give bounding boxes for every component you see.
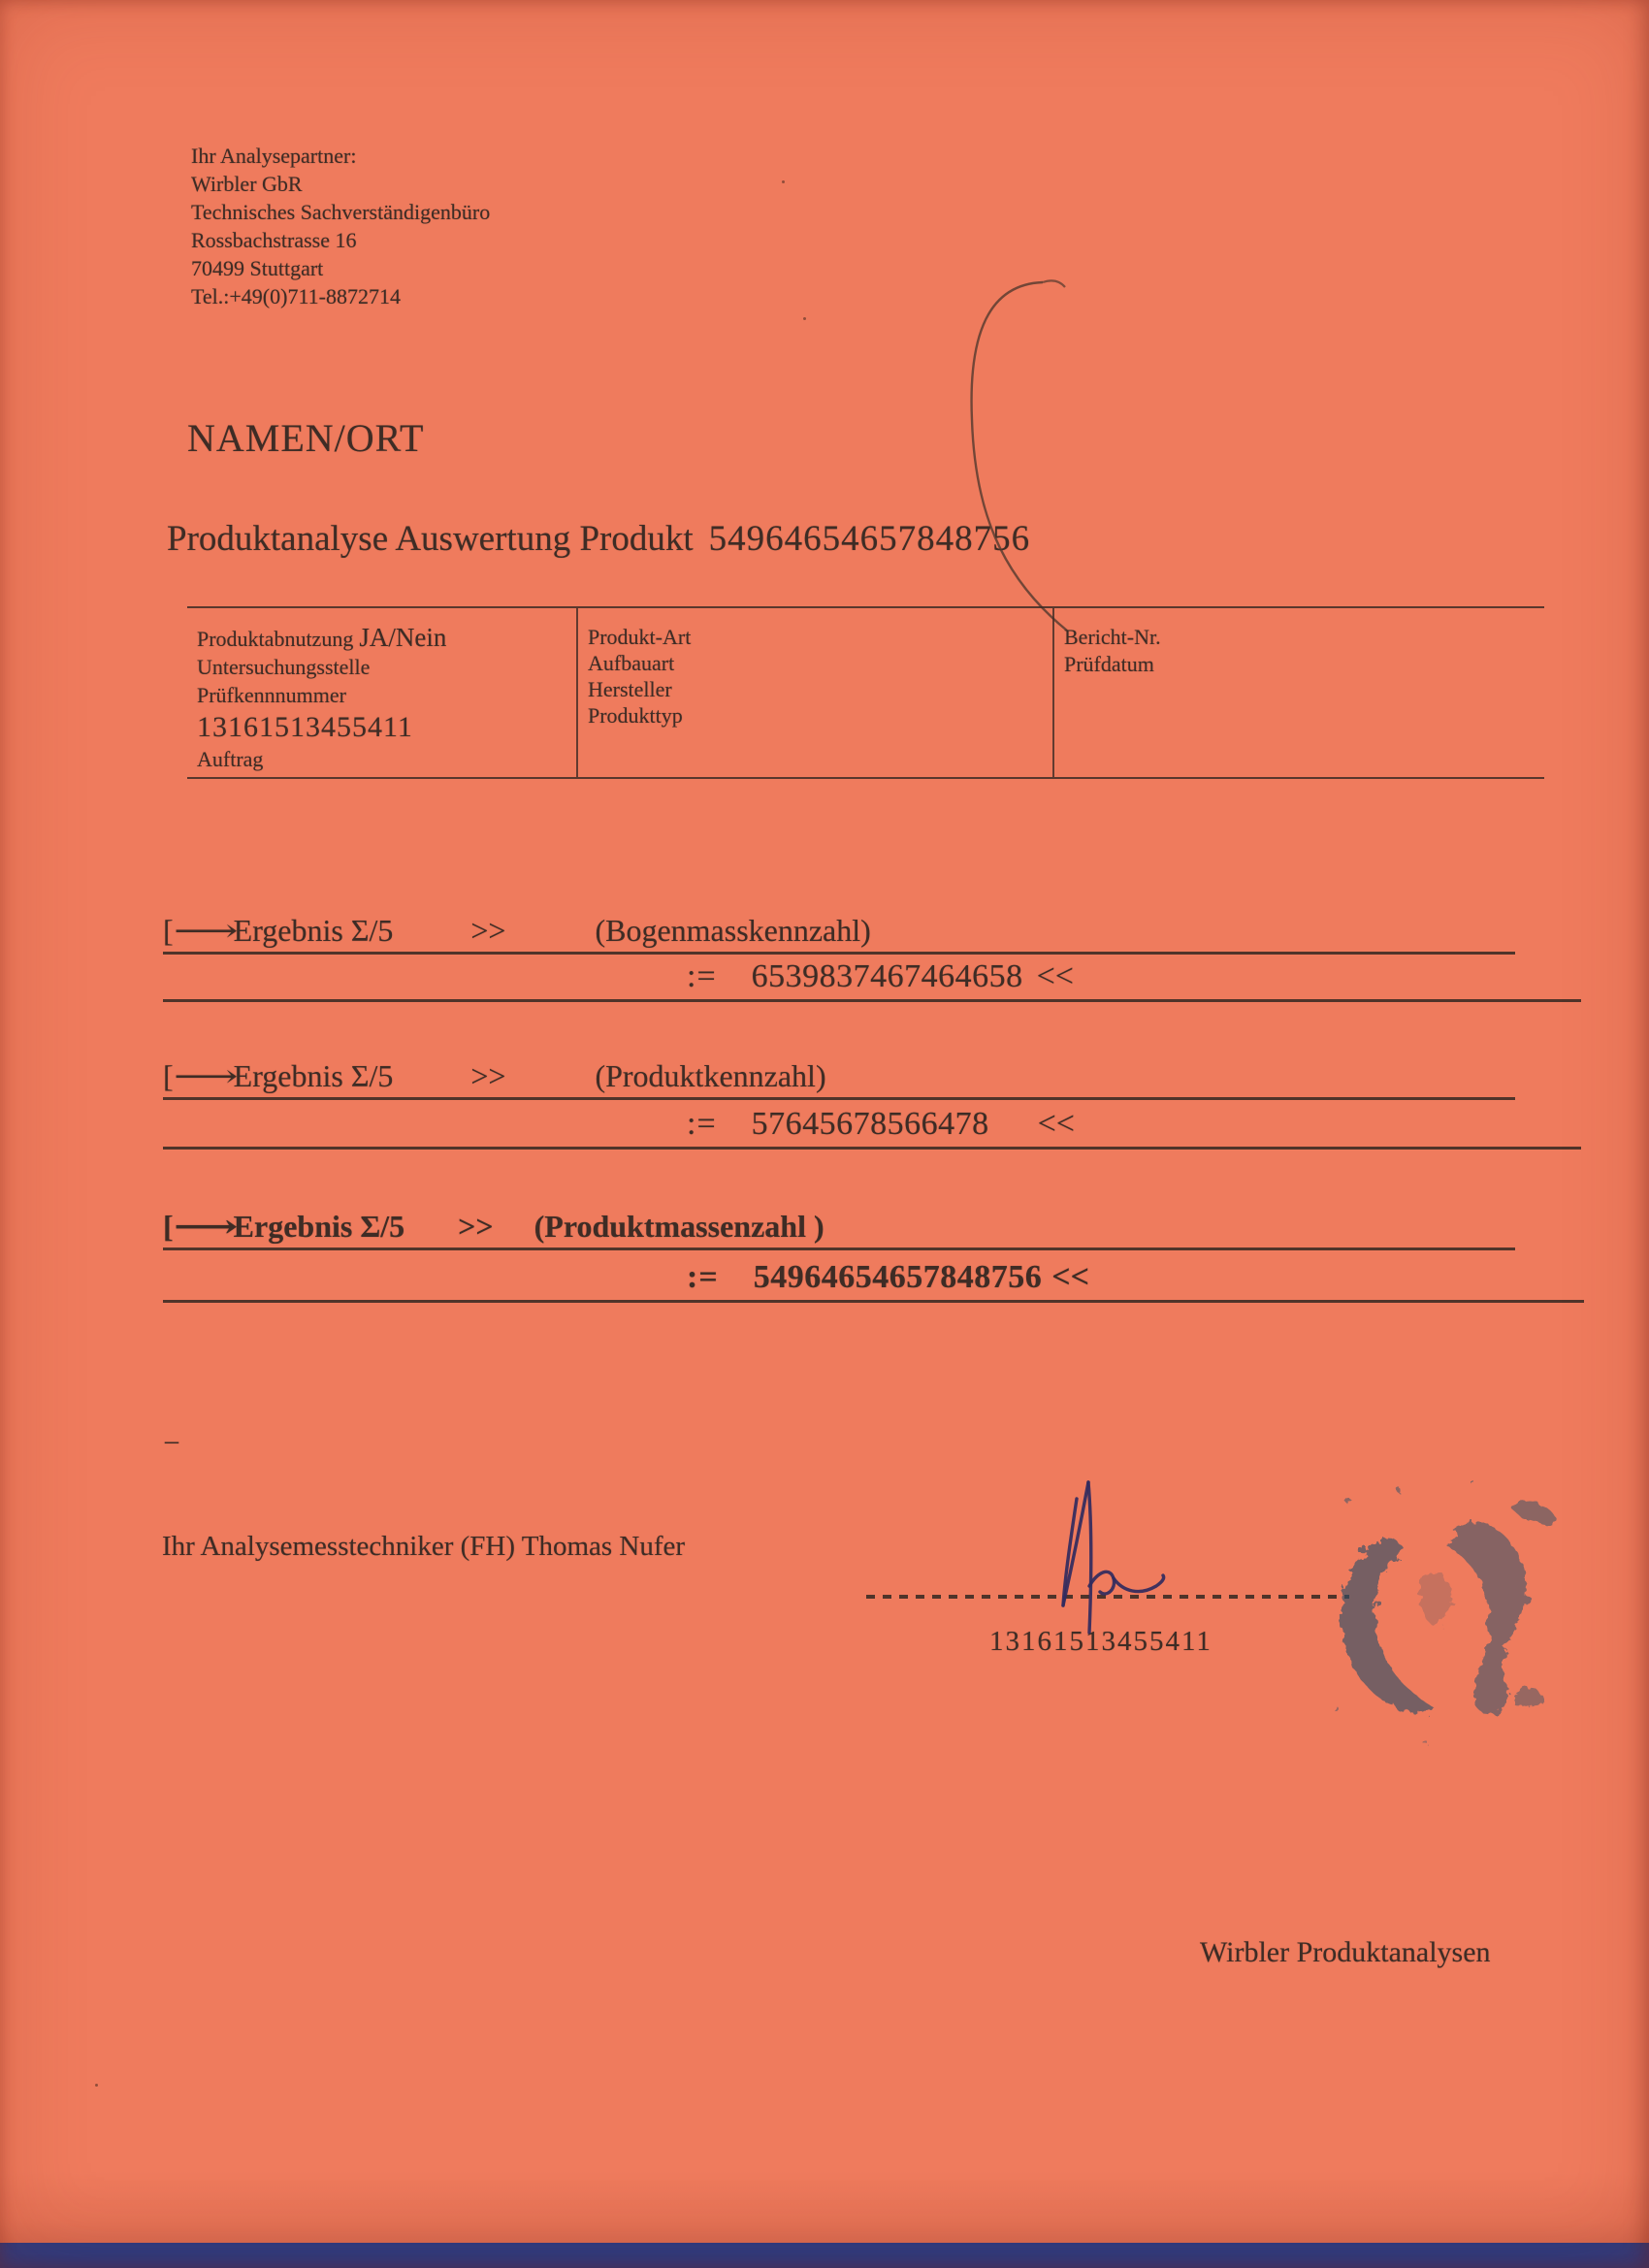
info-table-col1 bbox=[197, 608, 566, 777]
document-title-text: Produktanalyse Auswertung Produkt bbox=[167, 519, 694, 559]
aufbauart-label: Aufbauart bbox=[588, 651, 675, 675]
result-3-header-row bbox=[163, 1208, 1515, 1250]
result-3-value: 54964654657848756 bbox=[753, 1259, 1043, 1295]
letterhead-street: Rossbachstrasse 16 bbox=[191, 228, 357, 252]
bracket-glyph: [ bbox=[163, 913, 174, 948]
inspection-office-label: Untersuchungsstelle bbox=[197, 655, 371, 679]
result-3-label: Ergebnis Σ/5 bbox=[233, 1209, 405, 1244]
bericht-nr-label: Bericht-Nr. bbox=[1064, 625, 1161, 649]
footer-strip bbox=[0, 2243, 1649, 2268]
result-2-value-row bbox=[163, 1106, 1581, 1150]
footer-brand: Wirbler Produktanalysen bbox=[1200, 1936, 1491, 1968]
result-1-name: (Bogenmasskennzahl) bbox=[595, 913, 871, 948]
result-1-value-row bbox=[163, 958, 1581, 1002]
result-1-label: Ergebnis Σ/5 bbox=[233, 913, 394, 948]
assign-operator: := bbox=[687, 1106, 717, 1142]
letterhead-bureau: Technisches Sachverständigenbüro bbox=[191, 200, 491, 224]
info-table-col2 bbox=[588, 608, 1034, 777]
assign-operator: := bbox=[687, 1259, 719, 1295]
result-2-value: 57645678566478 bbox=[751, 1106, 989, 1142]
letterhead-city: 70499 Stuttgart bbox=[191, 256, 324, 280]
result-2-label: Ergebnis Σ/5 bbox=[233, 1058, 394, 1093]
pen-curve-mark bbox=[951, 275, 1086, 643]
info-table-divider-1 bbox=[576, 608, 578, 777]
scan-speck bbox=[782, 180, 785, 183]
wear-row bbox=[197, 624, 566, 653]
result-3-value-row bbox=[163, 1259, 1584, 1303]
document-title-number: 54964654657848756 bbox=[708, 519, 1031, 559]
assign-operator: := bbox=[687, 958, 717, 994]
result-3-name: (Produktmassenzahl ) bbox=[534, 1209, 824, 1244]
double-chevron-left-icon: << bbox=[1037, 1106, 1075, 1142]
product-art-label: Produkt-Art bbox=[588, 625, 692, 649]
test-id-label: Prüfkennnummer bbox=[197, 683, 346, 707]
ink-stamp-blob bbox=[1290, 1467, 1581, 1758]
dash-mark: – bbox=[165, 1426, 178, 1456]
wear-label: Produktabnutzung bbox=[197, 627, 354, 651]
info-table bbox=[187, 606, 1544, 779]
order-label: Auftrag bbox=[197, 747, 264, 771]
info-table-divider-2 bbox=[1052, 608, 1054, 777]
long-arrow-icon: ⟶ bbox=[173, 913, 239, 948]
info-table-col3 bbox=[1064, 608, 1530, 777]
bracket-glyph: [ bbox=[163, 1209, 174, 1244]
result-2-name: (Produktkennzahl) bbox=[595, 1058, 826, 1093]
result-1-header-row bbox=[163, 912, 1515, 955]
bottom-scan-shading bbox=[0, 2171, 1649, 2243]
letterhead-block bbox=[191, 142, 490, 310]
double-chevron-right-icon: >> bbox=[470, 913, 506, 948]
result-1-value: 6539837467464658 bbox=[751, 958, 1023, 994]
letterhead-intro: Ihr Analysepartner: bbox=[191, 144, 357, 168]
letterhead-phone: Tel.:+49(0)711-8872714 bbox=[191, 284, 401, 308]
scan-speck bbox=[95, 2084, 98, 2087]
scan-speck bbox=[803, 317, 806, 320]
bracket-glyph: [ bbox=[163, 1058, 174, 1093]
result-2-header-row bbox=[163, 1057, 1515, 1100]
pruefdatum-label: Prüfdatum bbox=[1064, 652, 1154, 676]
document-title bbox=[167, 518, 1030, 560]
double-chevron-right-icon: >> bbox=[470, 1058, 506, 1093]
test-id-number: 13161513455411 bbox=[197, 711, 413, 743]
produkttyp-label: Produkttyp bbox=[588, 703, 683, 728]
handwritten-signature bbox=[1048, 1468, 1183, 1647]
hersteller-label: Hersteller bbox=[588, 677, 672, 701]
long-arrow-icon: ⟶ bbox=[173, 1058, 239, 1093]
recipient-placeholder: NAMEN/ORT bbox=[187, 416, 425, 460]
letterhead-company: Wirbler GbR bbox=[191, 172, 303, 196]
double-chevron-right-icon: >> bbox=[458, 1209, 494, 1244]
long-arrow-icon: ⟶ bbox=[173, 1209, 239, 1244]
double-chevron-left-icon: << bbox=[1036, 958, 1074, 994]
stamped-number: 13161513455411 bbox=[989, 1626, 1212, 1657]
wear-value: JA/Nein bbox=[359, 623, 447, 652]
double-chevron-left-icon: << bbox=[1051, 1259, 1089, 1295]
technician-line: Ihr Analysemesstechniker (FH) Thomas Nufer bbox=[162, 1531, 686, 1562]
